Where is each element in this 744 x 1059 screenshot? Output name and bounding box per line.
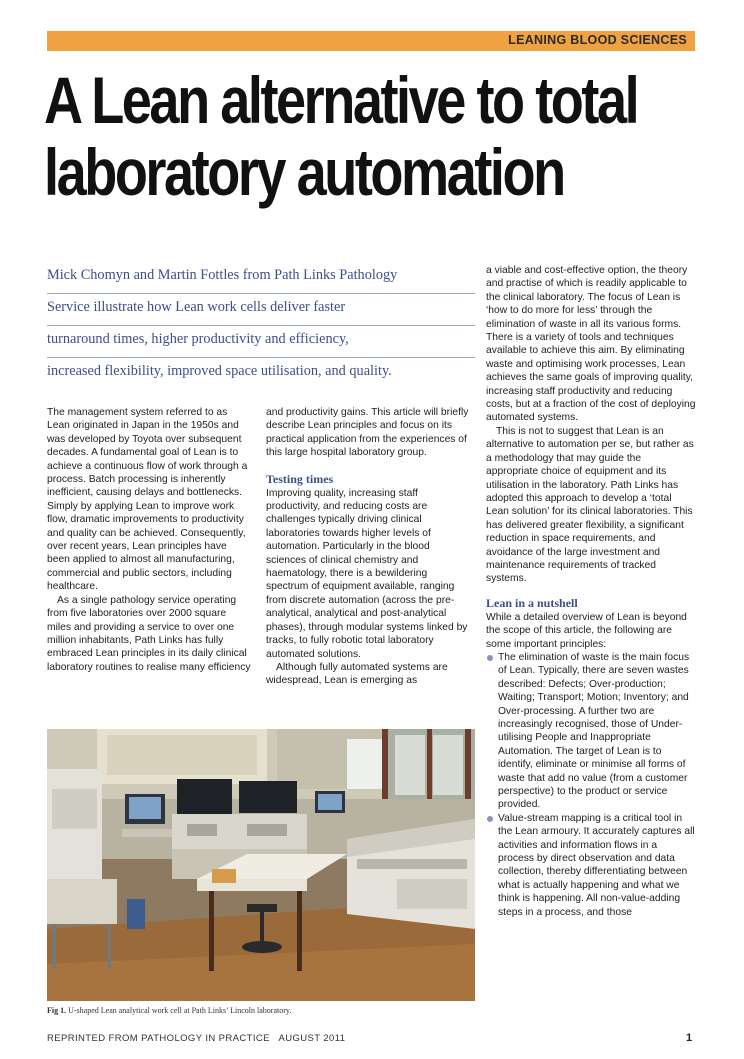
body-column-2 bbox=[266, 406, 471, 688]
bullet-icon bbox=[487, 816, 493, 822]
paragraph: While a detailed overview of Lean is beyond the scope of this article, the following are some important principles: bbox=[486, 611, 687, 650]
figure-label: Fig 1. bbox=[47, 1006, 67, 1015]
paragraph: and productivity gains. This article will briefly describe Lean principles and focus on its practical application from the experiences of this large hospital laboratory group. bbox=[266, 407, 469, 459]
lab-photo-illustration bbox=[47, 729, 475, 1001]
list-item bbox=[486, 651, 696, 812]
figure-caption-text: U-shaped Lean analytical work cell at Path Links’ Lincoln laboratory. bbox=[68, 1006, 292, 1015]
page-number: 1 bbox=[686, 1032, 693, 1044]
section-heading-lean-in-a-nutshell: Lean in a nutshell bbox=[486, 595, 578, 610]
paragraph: As a single pathology service operating from five laboratories over 2000 square miles and providing a service to over one million inhabitants, Path Links has fully embraced Lean principles in its daily clinical laboratory routines to realise many efficiency bbox=[47, 594, 251, 673]
principles-list bbox=[486, 651, 696, 919]
section-heading-testing-times: Testing times bbox=[266, 471, 334, 486]
standfirst bbox=[47, 262, 475, 389]
title-line: laboratory automation bbox=[44, 135, 564, 209]
bullet-icon bbox=[487, 655, 493, 661]
standfirst-line: turnaround times, higher productivity and efficiency, bbox=[47, 326, 475, 358]
paragraph: The management system referred to as Lean originated in Japan in the 1950s and was developed by Toyota over subsequent decades. A fundamental goal of Lean is to achieve a continuous flow of work through a process. Batch processing is inherently inefficient, causing delays and bottlenecks. Simply by applying Lean to improve work flow, dramatic improvements to productivity and quality can be achieved. Consequently, over recent years, Lean principles have been applied to almost all manufacturing, commercial and public sectors, including healthcare. bbox=[47, 407, 248, 593]
list-item bbox=[486, 812, 696, 919]
standfirst-line: increased flexibility, improved space utilisation, and quality. bbox=[47, 363, 392, 379]
paragraph: Although fully automated systems are widespread, Lean is emerging as bbox=[266, 661, 448, 687]
body-column-1 bbox=[47, 406, 252, 674]
lab-photo bbox=[47, 729, 475, 1001]
paragraph: This is not to suggest that Lean is an alternative to automation per se, but rather as a methodology that may guide the appropriate choice of equipment and its utilisation in the laboratory. Path Links has adopted this approach to develop a ‘total Lean solution’ for its clinical laboratories. This has delivered greater flexibility, a significant reduction in space requirements, and avoidance of the large investment and maintenance requirements of tracked systems. bbox=[486, 425, 694, 585]
body-column-3 bbox=[486, 264, 696, 919]
section-label: LEANING BLOOD SCIENCES bbox=[508, 33, 687, 47]
list-item-text: The elimination of waste is the main focus of Lean. Typically, there are seven wastes described: Defects; Over-production; Waiting; Transport; Motion; Inventory; and Over-processing. A further two are increasingly recognised, those of Under-utilising People and Inappropriate Automation. The target of Lean is to identify, eliminate or minimise all forms of waste that add no value (from a customer perspective) to the product or service provided. bbox=[498, 651, 690, 811]
list-item-text: Value-stream mapping is a critical tool in the Lean armoury. It accurately captures all activities and information flows in a process by direct observation and data collection, thereby differentiating between what is actually happening and what we think is happening. All non-value-adding steps in a process, and those bbox=[498, 812, 695, 918]
standfirst-line: Service illustrate how Lean work cells deliver faster bbox=[47, 294, 475, 326]
paragraph: a viable and cost-effective option, the theory and practise of which is readily applicable to the clinical laboratory. The focus of Lean is ‘how to do more for less’ through the elimination of waste in all its various forms. There is a variety of tools and techniques available to achieve this aim. By eliminating waste and optimising work processes, Lean achieves the same goals of improving quality, increasing staff productivity and reducing costs, but at a fraction of the cost of deploying automated systems. bbox=[486, 265, 696, 424]
page-footer: REPRINTED FROM PATHOLOGY IN PRACTICE AUGUST 2011 bbox=[47, 1033, 346, 1044]
figure-caption bbox=[47, 1006, 291, 1015]
paragraph: Improving quality, increasing staff productivity, and reducing costs are challenges typically driving clinical laboratories towards higher levels of automation. Particularly in the blood sciences of clinical chemistry and haematology, there is a bewildering spectrum of equipment available, ranging from discrete automation (across the pre-analytical, analytical and post-analytical phases), through modular systems linked by tracks, to fully robotic total laboratory automated solutions. bbox=[266, 487, 468, 660]
section-bar bbox=[47, 31, 695, 51]
article-title bbox=[44, 64, 716, 208]
standfirst-line: Mick Chomyn and Martin Fottles from Path Links Pathology bbox=[47, 262, 475, 294]
title-line: A Lean alternative to total bbox=[44, 63, 638, 137]
